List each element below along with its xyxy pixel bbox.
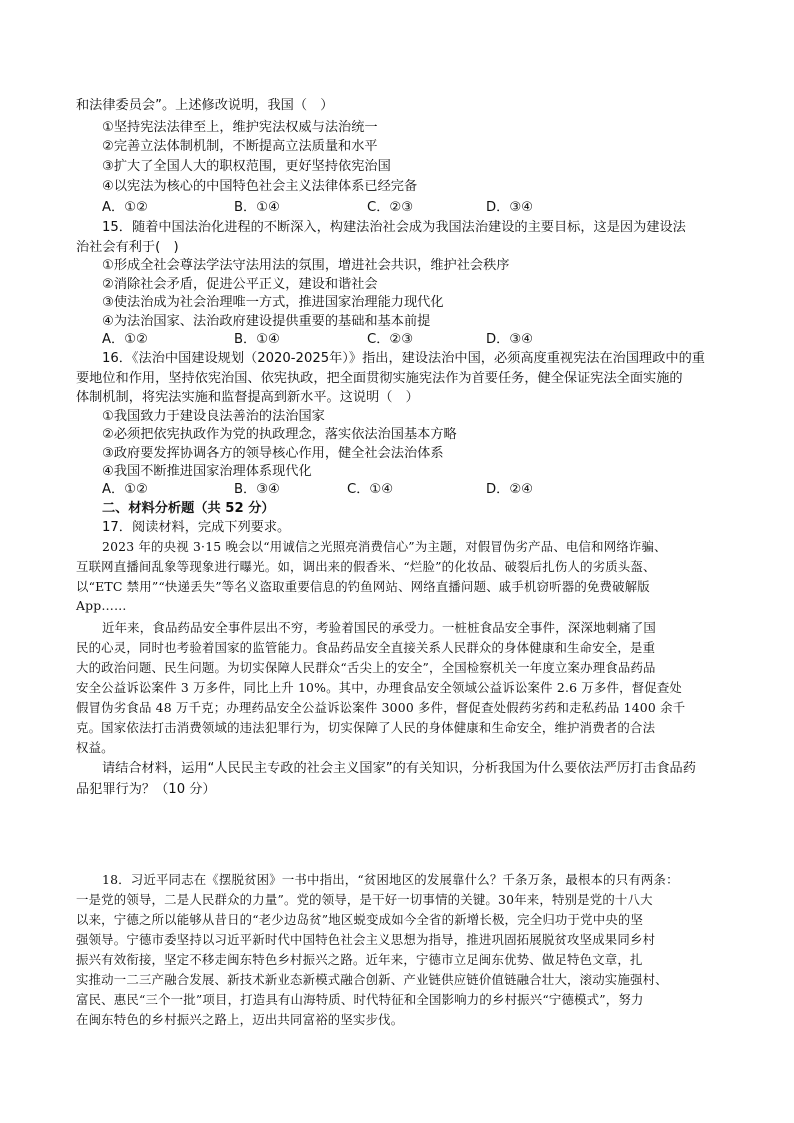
- q17-para1-line-1: 2023 年的央视 3·15 晚会以“用诚信之光照亮消费信心”为主题，对假冒伪劣产品、电信和网络诈骗、: [102, 539, 667, 554]
- q16-stem-line-3: 体制机制，将宪法实施和监督提高到新水平。这说明（ ）: [76, 390, 419, 405]
- q15-stem-line-1: 15．随着中国法治化进程的不断深入，构建法治社会成为我国法治建设的主要目标，这是因为建设法: [102, 220, 686, 235]
- q14-option-a[interactable]: A．①②: [102, 200, 148, 215]
- q14-option-c[interactable]: C．②③: [367, 200, 414, 215]
- q16-item-1: ①我国致力于建设良法善治的法治国家: [102, 409, 325, 424]
- q18-line-4: 强领导。宁德市委坚持以习近平新时代中国特色社会主义思想为指导，推进巩固拓展脱贫攻坚成果同乡村: [76, 932, 656, 947]
- q18-line-1: 18．习近平同志在《摆脱贫困》一书中指出，“贫困地区的发展靠什么？千条万条，最根本的只有两条：: [102, 872, 679, 887]
- q14-item-1: ①坚持宪法法律至上，维护宪法权威与法治统一: [102, 120, 378, 135]
- q16-stem-line-1: 16．《法治中国建设规划（2020-2025年）》指出，建设法治中国，必须高度重视宪法在治国理政中的重: [102, 351, 705, 366]
- q16-option-a[interactable]: A．①②: [102, 482, 148, 497]
- q15-item-4: ④为法治国家、法治政府建设提供重要的基础和基本前提: [102, 314, 431, 329]
- q18-line-2: 一是党的领导，二是人民群众的力量”。党的领导，是干好一切事情的关键。30年来，特别是党的十八大: [76, 892, 653, 907]
- q16-option-c[interactable]: C．①④: [347, 482, 394, 497]
- q15-item-2: ②消除社会矛盾，促进公平正义，建设和谐社会: [102, 277, 378, 292]
- q14-item-4: ④以宪法为核心的中国特色社会主义法律体系已经完备: [102, 179, 418, 194]
- q18-line-8: 在闽东特色的乡村振兴之路上，迈出共同富裕的坚实步伐。: [76, 1012, 404, 1027]
- q17-para1-line-2: 互联网直播间乱象等现象进行曝光。如，调出来的假香米、“烂脸”的化妆品、破裂后扎伤人的劣质头盔、: [76, 559, 656, 574]
- q14-item-3: ③扩大了全国人大的职权范围，更好坚持依宪治国: [102, 159, 391, 174]
- q17-intro: 17．阅读材料，完成下列要求。: [102, 520, 291, 535]
- q17-para2-line-1: 近年来，食品药品安全事件层出不穷，考验着国民的承受力。一桩桩食品安全事件，深深地刺痛了国: [102, 620, 656, 635]
- q14-option-d[interactable]: D．③④: [486, 200, 533, 215]
- q17-para2-line-6: 克。国家依法打击消费领域的违法犯罪行为，切实保障了人民的身体健康和生命安全，维护消费者的合法: [76, 720, 656, 735]
- q18-line-3: 以来，宁德之所以能够从昔日的“老少边岛贫”地区蜕变成如今全省的新增长极，完全归功于党中央的坚: [76, 912, 644, 927]
- q14-stem: 和法律委员会”。上述修改说明，我国（ ）: [76, 98, 334, 113]
- q16-item-2: ②必须把依宪执政作为党的执政理念，落实依法治国基本方略: [102, 427, 457, 442]
- q16-option-b[interactable]: B．③④: [234, 482, 280, 497]
- q17-para1-line-4: App……: [76, 598, 127, 613]
- q16-option-d[interactable]: D．②④: [486, 482, 533, 497]
- q15-item-1: ①形成全社会尊法学法守法用法的氛围，增进社会共识，维护社会秩序: [102, 258, 510, 273]
- q15-option-b[interactable]: B．①④: [234, 332, 280, 347]
- q18-line-5: 振兴有效衔接，坚定不移走闽东特色乡村振兴之路。近年来，宁德市立足闽东优势、做足特色文章，扎: [76, 952, 643, 967]
- section-heading: 二、材料分析题（共 52 分）: [102, 501, 275, 516]
- q15-item-3: ③使法治成为社会治理唯一方式，推进国家治理能力现代化: [102, 295, 444, 310]
- q16-item-4: ④我国不断推进国家治理体系现代化: [102, 464, 312, 479]
- q16-stem-line-2: 要地位和作用，坚持依宪治国、依宪执政，把全面贯彻实施宪法作为首要任务，健全保证宪法全面实施的: [76, 371, 683, 386]
- q15-option-c[interactable]: C．②③: [367, 332, 414, 347]
- q17-para2-line-7: 权益。: [76, 740, 114, 755]
- q17-para1-line-3: 以“ETC 禁用”“快递丢失”等名义盗取重要信息的钓鱼网站、网络直播问题、戚手机窃听器的免费破解版: [76, 579, 650, 594]
- q15-option-d[interactable]: D．③④: [486, 332, 533, 347]
- q18-line-7: 富民、惠民“三个一批”项目，打造具有山海特质、时代特征和全国影响力的乡村振兴“宁德模式”，努力: [76, 992, 644, 1007]
- q17-para2-line-3: 大的政治问题、民生问题。为切实保障人民群众“舌尖上的安全”，全国检察机关一年度立案办理食品药品: [76, 660, 656, 675]
- q16-item-3: ③政府要发挥协调各方的领导核心作用，健全社会法治体系: [102, 446, 444, 461]
- q17-para2-line-5: 假冒伪劣食品 48 万千克；办理药品安全公益诉讼案件 3000 多件，督促查处假药劣药和走私药品 1400 余千: [76, 700, 686, 715]
- q15-stem-line-2: 治社会有利于( ): [76, 240, 179, 255]
- q14-option-b[interactable]: B．①④: [234, 200, 280, 215]
- q14-item-2: ②完善立法体制机制，不断提高立法质量和水平: [102, 139, 378, 154]
- q17-question-line-2: 品犯罪行为？（10 分）: [76, 782, 216, 797]
- q15-option-a[interactable]: A．①②: [102, 332, 148, 347]
- q17-question-line-1: 请结合材料，运用“人民民主专政的社会主义国家”的有关知识，分析我国为什么要依法严厉打击食品药: [102, 761, 696, 776]
- q17-para2-line-2: 民的心灵，同时也考验着国家的监管能力。食品药品安全直接关系人民群众的身体健康和生命安全，是重: [76, 640, 656, 655]
- q17-para2-line-4: 安全公益诉讼案件 3 万多件，同比上升 10%。其中，办理食品安全领域公益诉讼案件 2.6 万多件，督促查处: [76, 680, 683, 695]
- q18-line-6: 实推动一二三产融合发展、新技术新业态新模式融合创新、产业链供应链价值链融合壮大，滚动实施强村、: [76, 972, 668, 987]
